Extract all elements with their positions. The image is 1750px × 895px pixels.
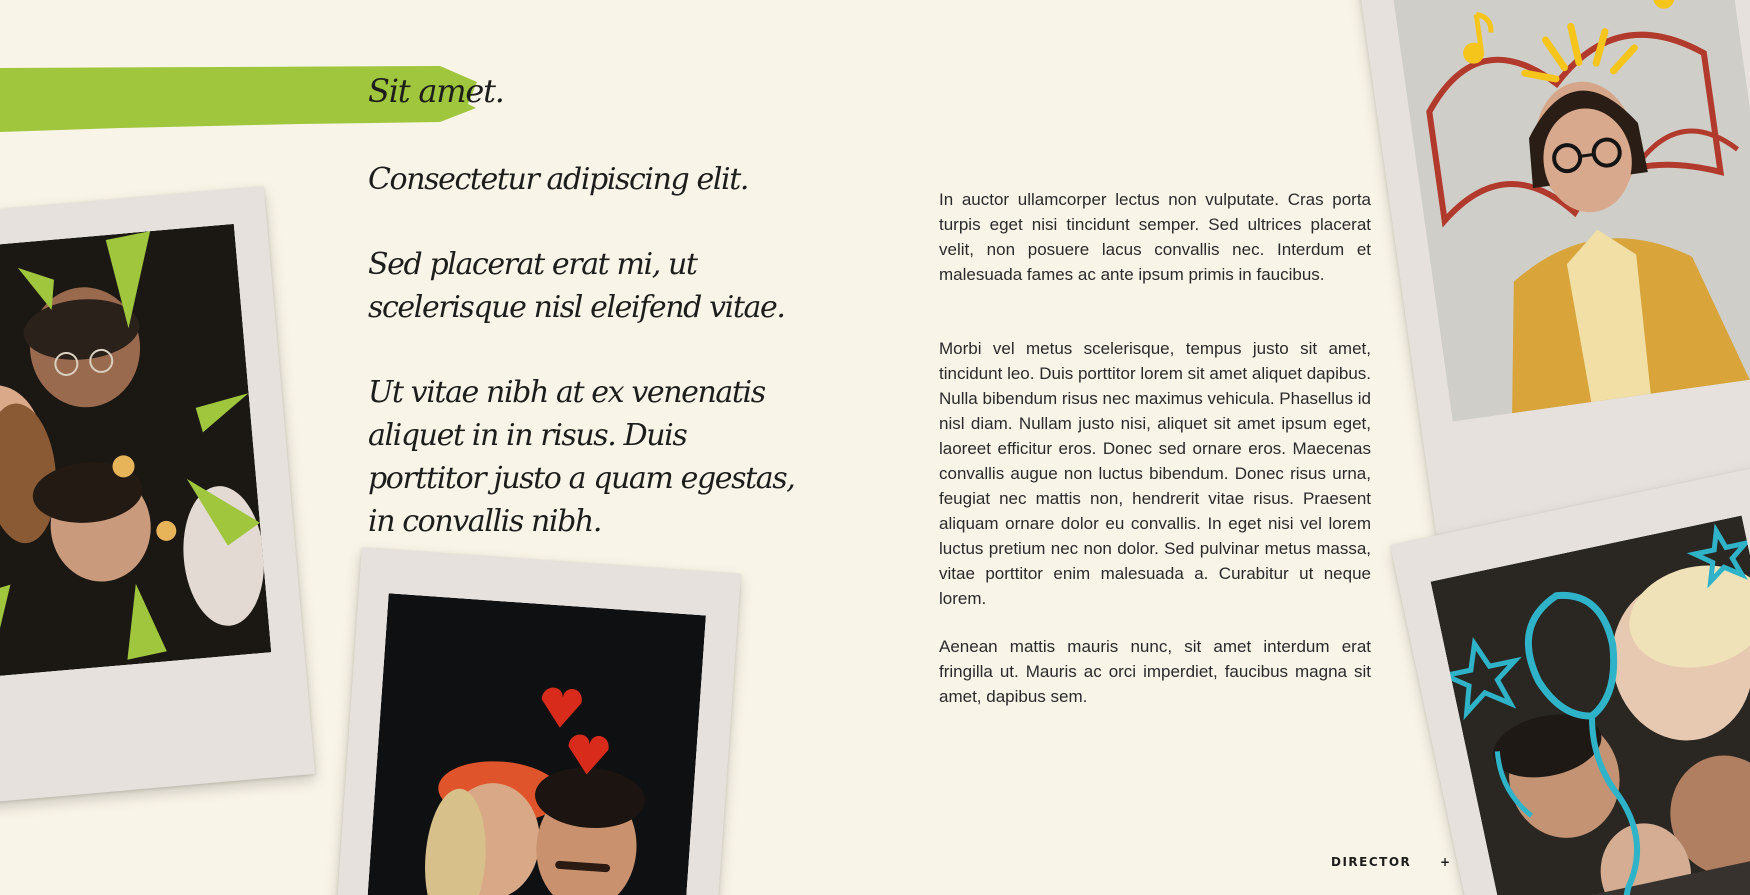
photo-party-group <box>1431 515 1750 895</box>
photo-woman-yellow-jacket <box>1393 0 1750 422</box>
polaroid-photo-group-from-above <box>0 186 315 804</box>
photo-couple <box>361 593 706 895</box>
body-paragraph-3: Aenean mattis mauris nunc, sit amet interdum erat fringilla ut. Mauris ac orci imperdiet, faucibus magna sit amet, dapibus sem. <box>939 637 1371 706</box>
banner-title: Sit amet. <box>368 72 504 110</box>
quote-2: Sed placerat erat mi, ut scelerisque nisl eleifend vitae. <box>368 247 785 325</box>
quote-3: Ut vitae nibh at ex venenatis aliquet in in risus. Duis porttitor justo a quam egestas, in convallis nibh. <box>368 375 795 539</box>
polaroid-photo-couple <box>329 547 741 895</box>
body-paragraph-2: Morbi vel metus scelerisque, tempus justo sit amet, tincidunt leo. Duis porttitor lorem sit amet aliquet dapibus. Nulla bibendum risus nec maximus vehicula. Phasellus id nisl diam. Nullam justo nisi, aliquet sit amet ipsum eget, laoreet efficitur eros. Donec sed ornare eros. Maecenas convallis augue non luctus bibendum. Donec risus urna, feugiat nec mattis non, hendrerit vitae risus. Praesent aliquam ornare dolor eu convallis. In eget nisi vel lorem luctus pretium nec non dolor. Sed pulvinar metus massa, vitae porttitor enim malesuada a. Curabitur ut neque lorem. <box>939 339 1371 608</box>
body-paragraph-1: In auctor ullamcorper lectus non vulputate. Cras porta turpis eget nisi tincidunt semper. Sed ultrices placerat velit, non posuere lacus convallis nec. Interdum et malesuada fames ac ante ipsum primis in faucibus. <box>939 190 1371 284</box>
footer-separator: + <box>1440 855 1452 869</box>
polaroid-photo-woman-yellow-jacket <box>1356 0 1750 535</box>
footer-brand-left: DIRECTOR <box>1331 855 1412 869</box>
quote-1: Consectetur adipiscing elit. <box>368 162 749 197</box>
photo-group-from-above <box>0 224 271 677</box>
